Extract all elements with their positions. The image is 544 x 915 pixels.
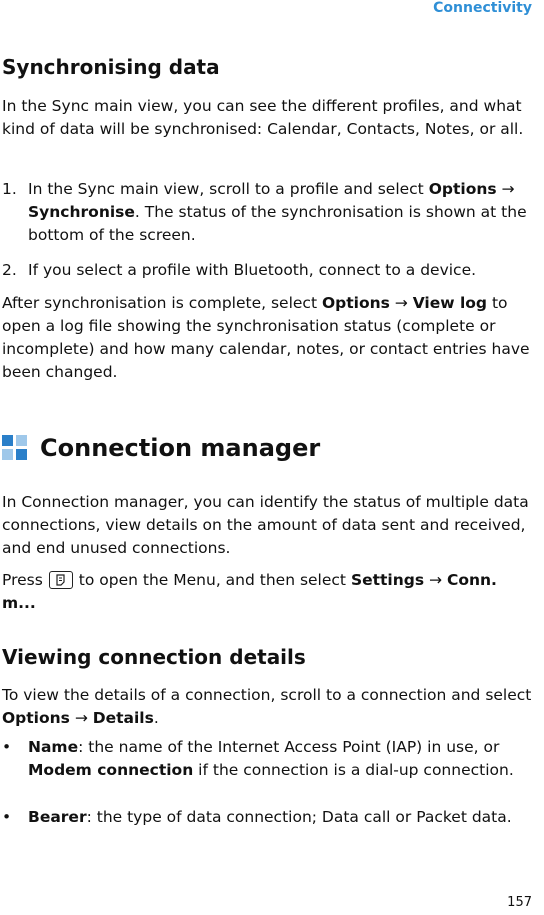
step-body — [28, 178, 532, 247]
paragraph-text: After synchronisation is complete, select — [2, 294, 322, 312]
paragraph-text: Press — [2, 571, 43, 589]
list-item-body — [28, 736, 532, 782]
step-text: In the Sync main view, scroll to a profile and select — [28, 180, 429, 198]
chapter-title: Connectivity — [433, 0, 532, 16]
sync-intro: In the Sync main view, you can see the different profiles, and what kind of data will be synchronised: Calendar, Contacts, Notes, or all. — [2, 97, 524, 138]
bullet-icon: • — [2, 808, 12, 826]
menu-term-options: Options — [2, 709, 70, 727]
page-number: 157 — [507, 895, 532, 910]
list-item-bearer — [2, 806, 532, 829]
arrow-separator: → — [69, 709, 93, 727]
paragraph-text: to open the Menu, and then select — [78, 571, 351, 589]
section-squares-icon — [2, 435, 28, 461]
definition-text: if the connection is a dial-up connection. — [193, 761, 514, 779]
menu-term-options: Options — [428, 180, 497, 198]
menu-key-icon — [49, 571, 73, 589]
arrow-separator: → — [389, 294, 413, 312]
bullet-icon: • — [2, 738, 12, 756]
paragraph-text: . — [153, 709, 159, 727]
definition-text: : the name of the Internet Access Point (IAP) in use, or — [78, 738, 500, 756]
arrow-separator: → — [496, 180, 515, 198]
section-heading-sync: Synchronising data — [2, 55, 220, 79]
section-heading-viewing-details: Viewing connection details — [2, 645, 306, 669]
sync-step-2 — [2, 259, 532, 282]
arrow-separator: → — [424, 571, 447, 589]
step-number: 2. — [2, 261, 17, 279]
viewing-intro — [2, 684, 532, 730]
definition-term: Bearer — [28, 808, 87, 826]
paragraph-text: To view the details of a connection, scroll to a connection and select — [2, 686, 532, 704]
sync-step-1 — [2, 178, 532, 247]
section-heading-connection-manager: Connection manager — [40, 434, 321, 462]
step-body: If you select a profile with Bluetooth, connect to a device. — [28, 261, 477, 279]
list-item-body — [28, 806, 532, 829]
sync-after-paragraph — [2, 292, 532, 384]
menu-term-view-log: View log — [412, 294, 488, 312]
menu-term-modem-connection: Modem connection — [28, 761, 194, 779]
menu-term-settings: Settings — [350, 571, 425, 589]
step-number: 1. — [2, 180, 17, 198]
definition-text: : the type of data connection; Data call or Packet data. — [86, 808, 512, 826]
connection-press-paragraph — [2, 569, 532, 615]
menu-term-options: Options — [321, 294, 390, 312]
list-item-name — [2, 736, 532, 782]
connection-intro: In Connection manager, you can identify the status of multiple data connections, view details on the amount of data sent and received, and end unused connections. — [2, 493, 529, 557]
menu-term-details: Details — [92, 709, 154, 727]
paragraph-text: to open a log file showing the synchronisation status (complete or incomplete) and how many calendar, notes, or contact entries have been changed. — [2, 294, 530, 381]
menu-term-synchronise: Synchronise — [28, 203, 135, 221]
definition-term: Name — [28, 738, 79, 756]
menu-term-conn-m: Conn. m... — [2, 571, 497, 612]
step-text: . The status of the synchronisation is shown at the bottom of the screen. — [28, 203, 527, 244]
